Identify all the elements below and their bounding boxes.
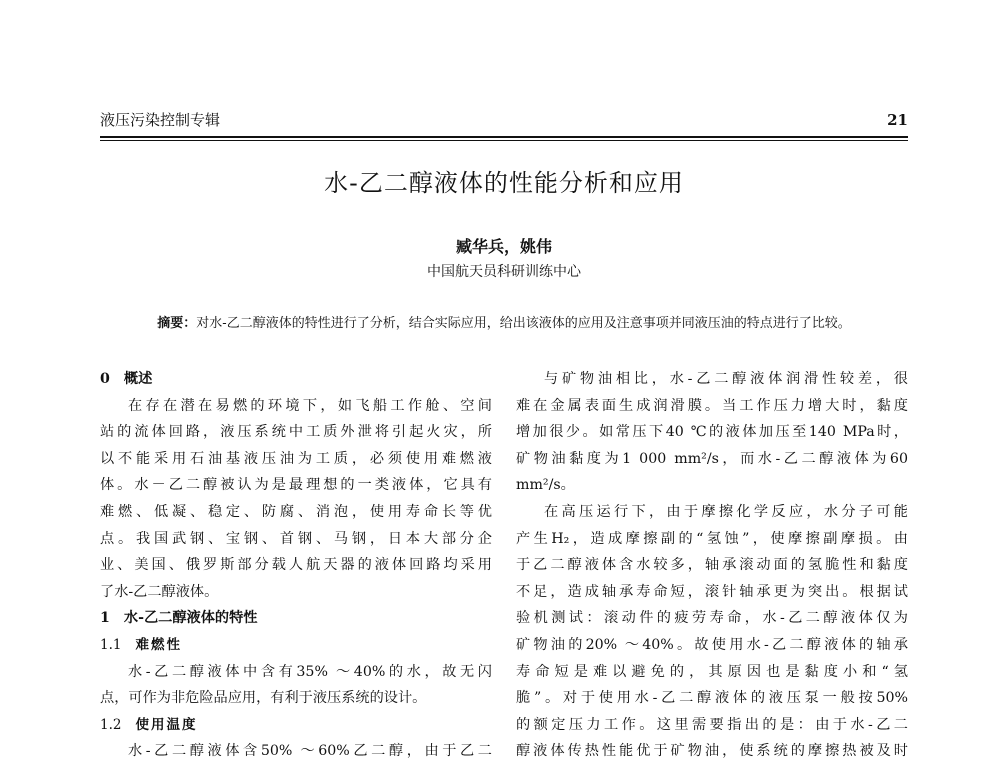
subsection-heading-1-1 xyxy=(100,632,492,659)
body-line: 点，可作为非危险品应用，有利于液压系统的设计。 xyxy=(100,690,427,707)
body-line: 以不能采用石油基液压油为工质，必须使用难燃液 xyxy=(100,450,492,467)
body-line: 与矿物油相比，水-乙二醇液体润滑性较差，很 xyxy=(544,371,908,387)
abstract xyxy=(100,314,908,334)
body-line: 水-乙二醇液体含50% ～60%乙二醇，由于乙二 xyxy=(128,743,492,760)
body-line: 水-乙二醇液体中含有35% ～40%的水，故无闪 xyxy=(128,663,492,680)
section-heading-0 xyxy=(100,366,492,393)
subsection-title: 使用温度 xyxy=(135,716,198,733)
body-line: 在高压运行下，由于摩擦化学反应，水分子可能 xyxy=(544,503,908,520)
body-line: 增加很少。如常压下40 ℃的液体加压至140 MPa时， xyxy=(516,424,908,441)
body-line: 矿物油黏度为1 000 mm²/s，而水-乙二醇液体为60 xyxy=(516,450,908,467)
body-line: 体。水－乙二醇被认为是最理想的一类液体，它具有 xyxy=(100,477,492,494)
body-line: mm²/s。 xyxy=(516,477,575,494)
body-line: 了水-乙二醇液体。 xyxy=(100,583,219,600)
body-line: 的额定压力工作。这里需要指出的是：由于水-乙二 xyxy=(516,716,908,733)
body-line: 寿命短是难以避免的，其原因也是黏度小和“氢 xyxy=(516,663,908,680)
body-line: 难在金属表面生成润滑膜。当工作压力增大时，黏度 xyxy=(516,397,908,414)
subsection-number: 1.2 xyxy=(100,716,122,733)
body-line: 在存在潜在易燃的环境下，如飞船工作舱、空间 xyxy=(128,397,492,414)
body-line: 产生H₂，造成摩擦副的“氢蚀”，使摩擦副摩损。由 xyxy=(516,530,908,547)
body-line: 于乙二醇液体含水较多，轴承滚动面的氢脆性和黏度 xyxy=(516,557,908,574)
header-rule-thick xyxy=(100,136,908,138)
right-column xyxy=(516,366,908,765)
section-number: 0 xyxy=(100,371,110,387)
author-affiliation: 中国航天员科研训练中心 xyxy=(427,264,581,280)
article-authors: 臧华兵，姚伟 xyxy=(455,237,552,256)
body-line: 验机测试：滚动件的疲劳寿命，水-乙二醇液体仅为 xyxy=(516,610,908,627)
body-line: 业、美国、俄罗斯部分载人航天器的液体回路均采用 xyxy=(100,557,492,574)
journal-name: 液压污染控制专辑 xyxy=(100,111,221,129)
body-line: 点。我国武钢、宝钢、首钢、马钢，日本大部分企 xyxy=(100,530,492,547)
page-number: 21 xyxy=(887,111,908,129)
body-line: 醇液体传热性能优于矿物油，使系统的摩擦热被及时 xyxy=(516,743,908,760)
body-line: 不足，造成轴承寿命短，滚针轴承更为突出。根据试 xyxy=(516,583,908,600)
section-title: 水-乙二醇液体的特性 xyxy=(123,610,258,627)
left-column xyxy=(100,366,492,765)
body-line: 难燃、低凝、稳定、防腐、消泡，使用寿命长等优 xyxy=(100,503,492,520)
abstract-label: 摘要： xyxy=(157,316,197,331)
body-line: 站的流体回路，液压系统中工质外泄将引起火灾，所 xyxy=(100,424,492,441)
subsection-title: 难燃性 xyxy=(135,636,182,653)
article-title: 水-乙二醇液体的性能分析和应用 xyxy=(324,169,684,197)
section-title: 概述 xyxy=(123,371,153,387)
subsection-heading-1-2 xyxy=(100,712,492,739)
body-line: 矿物油的20% ～40%。故使用水-乙二醇液体的轴承 xyxy=(516,636,908,653)
header-rule-thin xyxy=(100,140,908,141)
section-heading-1 xyxy=(100,605,492,632)
abstract-text: 对水-乙二醇液体的特性进行了分析，结合实际应用，给出该液体的应用及注意事项并同液压油的特点进行了比较。 xyxy=(196,316,851,331)
body-line: 脆”。对于使用水-乙二醇液体的液压泵一般按50% xyxy=(516,690,908,707)
section-number: 1 xyxy=(100,610,110,627)
subsection-number: 1.1 xyxy=(100,636,122,653)
